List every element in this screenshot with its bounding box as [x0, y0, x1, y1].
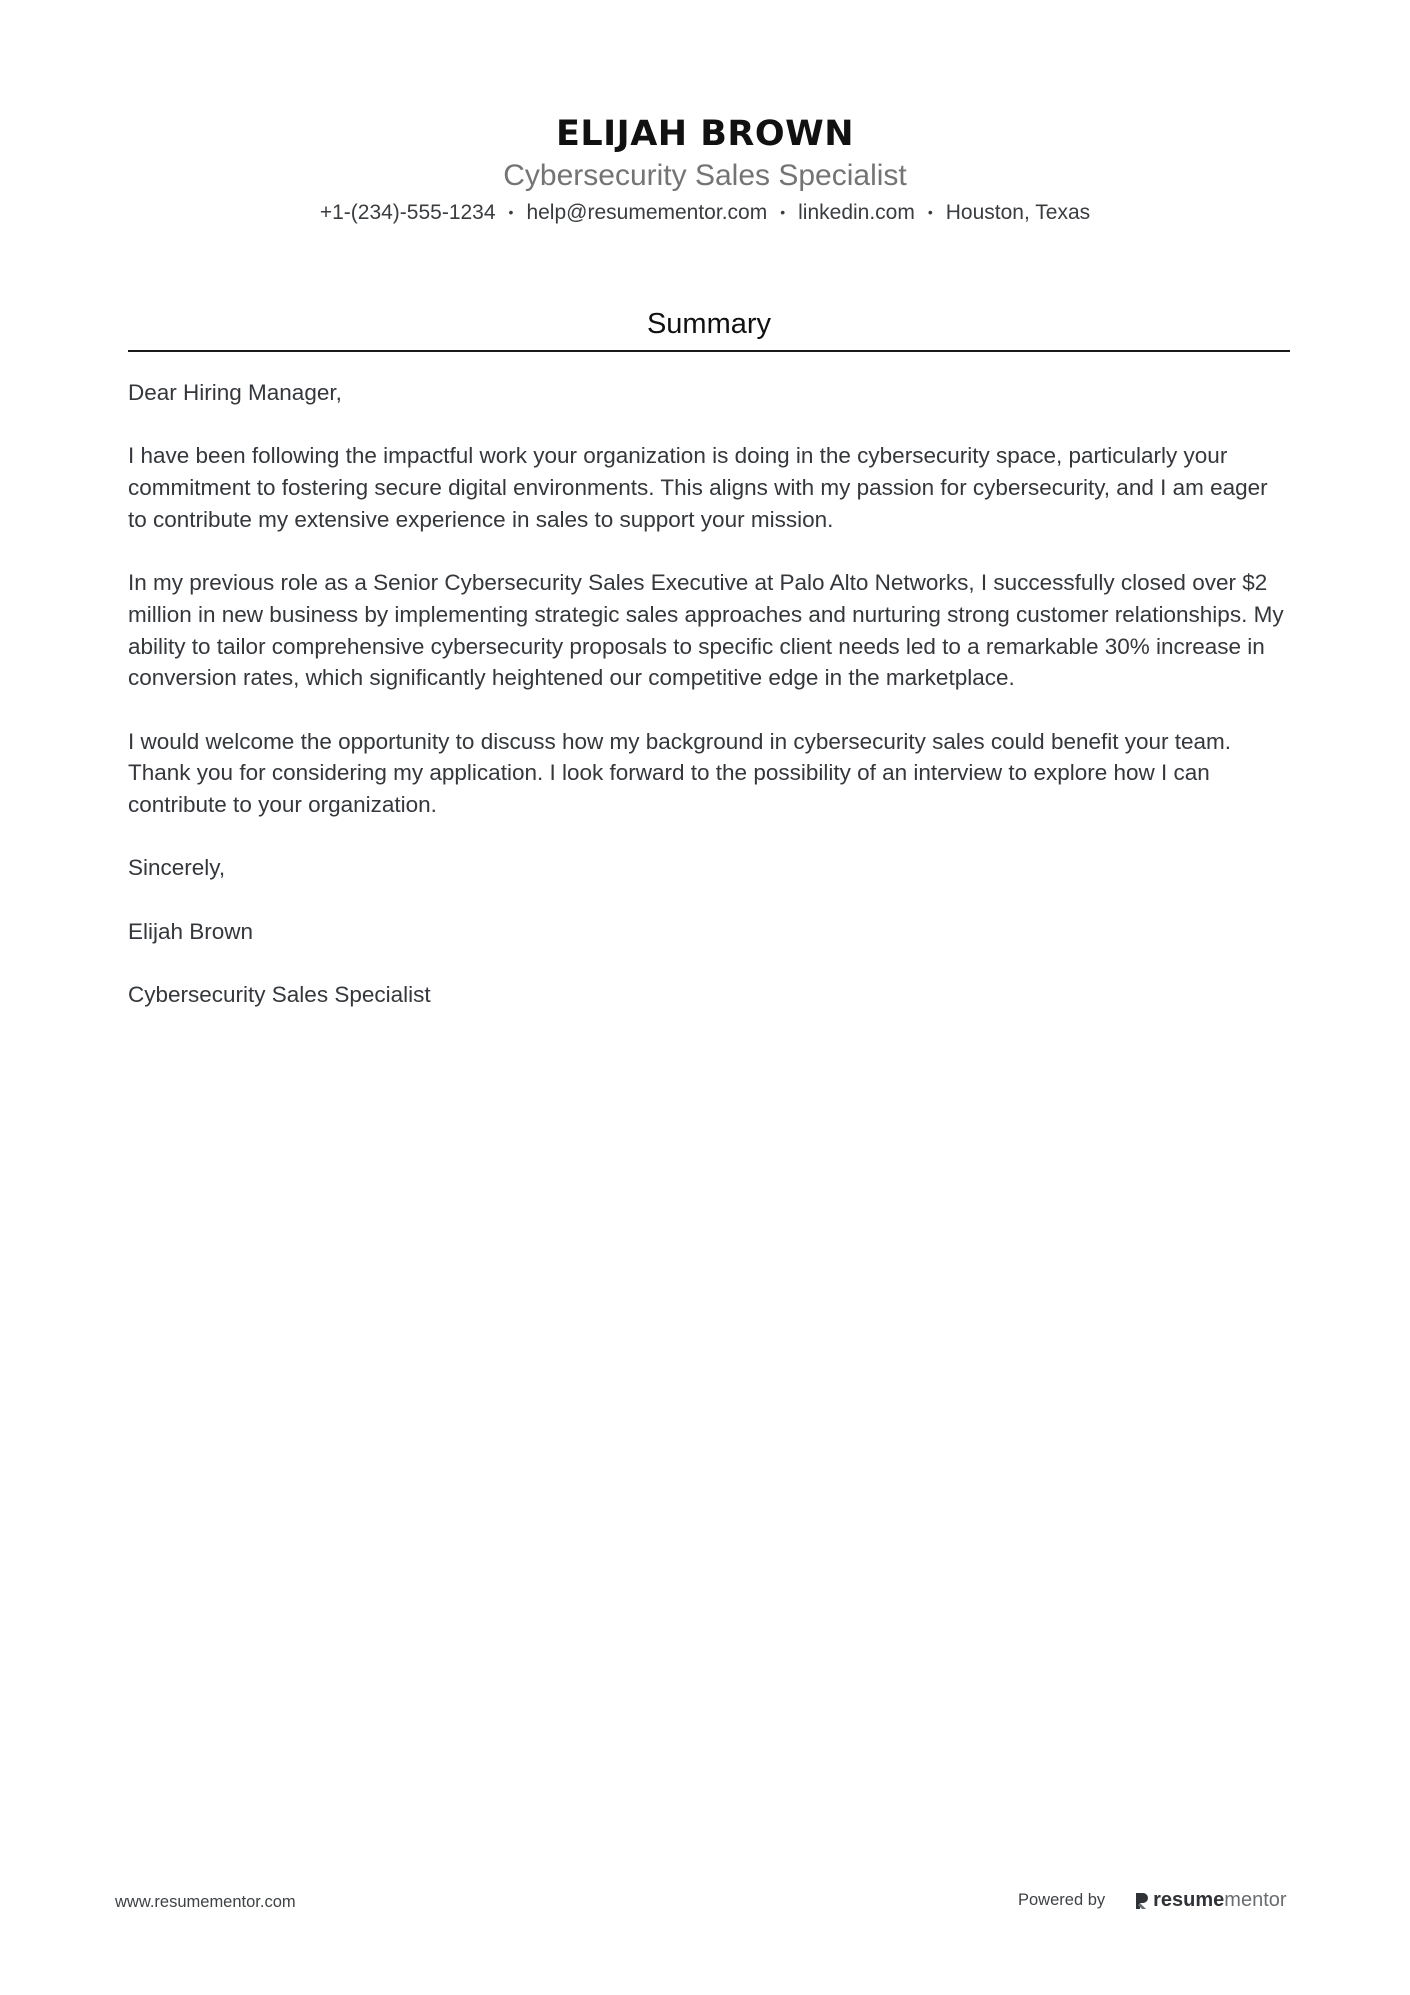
- footer-website: www.resumementor.com: [115, 1893, 296, 1911]
- contact-separator: •: [927, 204, 933, 220]
- brand-text-mentor: mentor: [1224, 1889, 1287, 1911]
- letter-paragraph: I would welcome the opportunity to discuss how my background in cybersecurity sales could benefit your team. Thank you for considering my application. I look forward to the possibility of an interview to explore how I can contribute to your organization.: [128, 728, 1232, 818]
- signature-name: Elijah Brown: [128, 918, 254, 944]
- resume-header: [0, 112, 1410, 227]
- contact-linkedin: linkedin.com: [798, 201, 915, 224]
- contact-phone: +1-(234)-555-1234: [319, 201, 496, 224]
- contact-line: [0, 198, 1410, 227]
- letter-paragraph: I have been following the impactful work your organization is doing in the cybersecurity space, particularly your commitment to fostering secure digital environments. This aligns with my passion for cybersecurity, and I am eager to contribute my extensive experience in sales to support your mission.: [128, 443, 1268, 532]
- section-title: Summary: [646, 308, 772, 340]
- resumementor-brand: [1135, 1889, 1286, 1912]
- cover-letter-body: [128, 377, 1290, 1043]
- contact-separator: •: [780, 204, 786, 220]
- letter-paragraph: In my previous role as a Senior Cybersecurity Sales Executive at Palo Alto Networks, I successfully closed over $2 million in new business by implementing strategic sales approaches and nurturing strong customer relationships. My ability to tailor comprehensive cybersecurity proposals to specific client needs led to a remarkable 30% increase in conversion rates, which significantly heightened our competitive edge in the marketplace.: [128, 570, 1284, 691]
- powered-by-label: Powered by: [1018, 1891, 1106, 1909]
- contact-email: help@resumementor.com: [526, 201, 768, 224]
- contact-separator: •: [508, 204, 514, 220]
- section-divider: [128, 350, 1290, 352]
- brand-text-resume: resume: [1153, 1889, 1225, 1911]
- applicant-name: ELIJAH BROWN: [555, 114, 855, 154]
- contact-location: Houston, Texas: [945, 201, 1091, 224]
- letter-closing: Sincerely,: [128, 855, 226, 881]
- signature-title: Cybersecurity Sales Specialist: [128, 982, 431, 1008]
- applicant-title: Cybersecurity Sales Specialist: [503, 159, 907, 192]
- letter-greeting: Dear Hiring Manager,: [128, 380, 342, 405]
- footer-powered-by: [1018, 1889, 1287, 1912]
- resumementor-logo-icon: [1135, 1892, 1149, 1910]
